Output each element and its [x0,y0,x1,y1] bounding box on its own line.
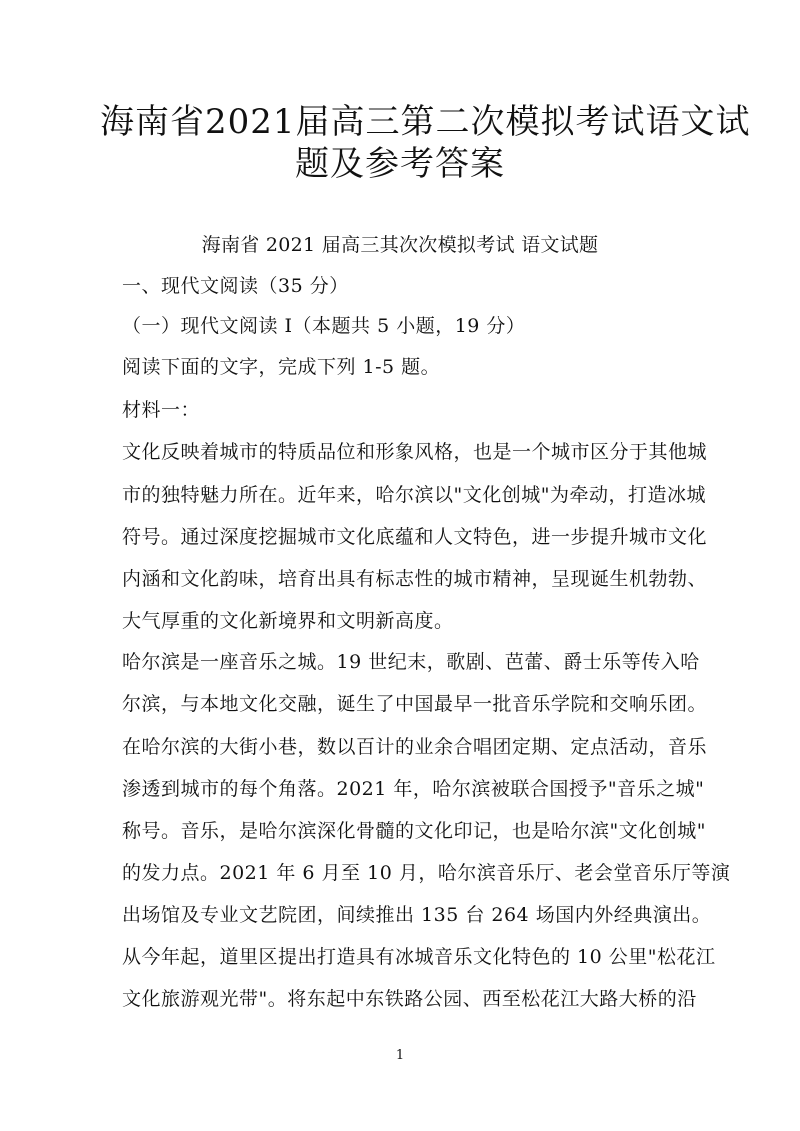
paragraph-1-line: 大气厚重的文化新境界和文明新高度。 [122,610,454,632]
paragraph-2-line: 渗透到城市的每个角落。2021 年，哈尔滨被联合国授予"音乐之城" [122,778,705,800]
paragraph-1-line: 市的独特魅力所在。近年来，哈尔滨以"文化创城"为牵动，打造冰城 [122,484,706,506]
page-number: 1 [395,1048,405,1063]
paragraph-2-line: 出场馆及专业文艺院团，间续推出 135 台 264 场国内外经典演出。 [122,904,712,926]
paragraph-2-line: 的发力点。2021 年 6 月至 10 月，哈尔滨音乐厅、老会堂音乐厅等演 [122,862,731,884]
paragraph-3-line: 从今年起，道里区提出打造具有冰城音乐文化特色的 10 公里"松花江 [122,946,716,968]
paragraph-1-line: 符号。通过深度挖掘城市文化底蕴和人文特色，进一步提升城市文化 [122,526,708,548]
paragraph-2-line: 称号。音乐，是哈尔滨深化骨髓的文化印记，也是哈尔滨"文化创城" [122,820,706,842]
subsection-heading: （一）现代文阅读 I（本题共 5 小题，19 分） [122,315,526,337]
document-title-line-1: 海南省2021届高三第二次模拟考试语文试 [100,102,751,142]
section-heading: 一、现代文阅读（35 分） [122,275,349,297]
exam-subtitle: 海南省 2021 届高三其次次模拟考试 语文试题 [201,234,599,256]
document-title-line-2: 题及参考答案 [295,144,505,184]
paragraph-1-line: 文化反映着城市的特质品位和形象风格，也是一个城市区分于其他城 [122,441,708,463]
reading-instruction: 阅读下面的文字，完成下列 1-5 题。 [122,356,441,378]
paragraph-2-line: 哈尔滨是一座音乐之城。19 世纪末，歌剧、芭蕾、爵士乐等传入哈 [122,651,700,673]
paragraph-1-line: 内涵和文化韵味，培育出具有标志性的城市精神，呈现诞生机勃勃、 [122,568,708,590]
paragraph-3-line: 文化旅游观光带"。将东起中东铁路公园、西至松花江大路大桥的沿 [122,988,697,1010]
paragraph-2-line: 在哈尔滨的大街小巷，数以百计的业余合唱团定期、定点活动，音乐 [122,736,708,758]
material-label: 材料一： [122,399,201,421]
paragraph-2-line: 尔滨，与本地文化交融，诞生了中国最早一批音乐学院和交响乐团。 [122,693,708,715]
